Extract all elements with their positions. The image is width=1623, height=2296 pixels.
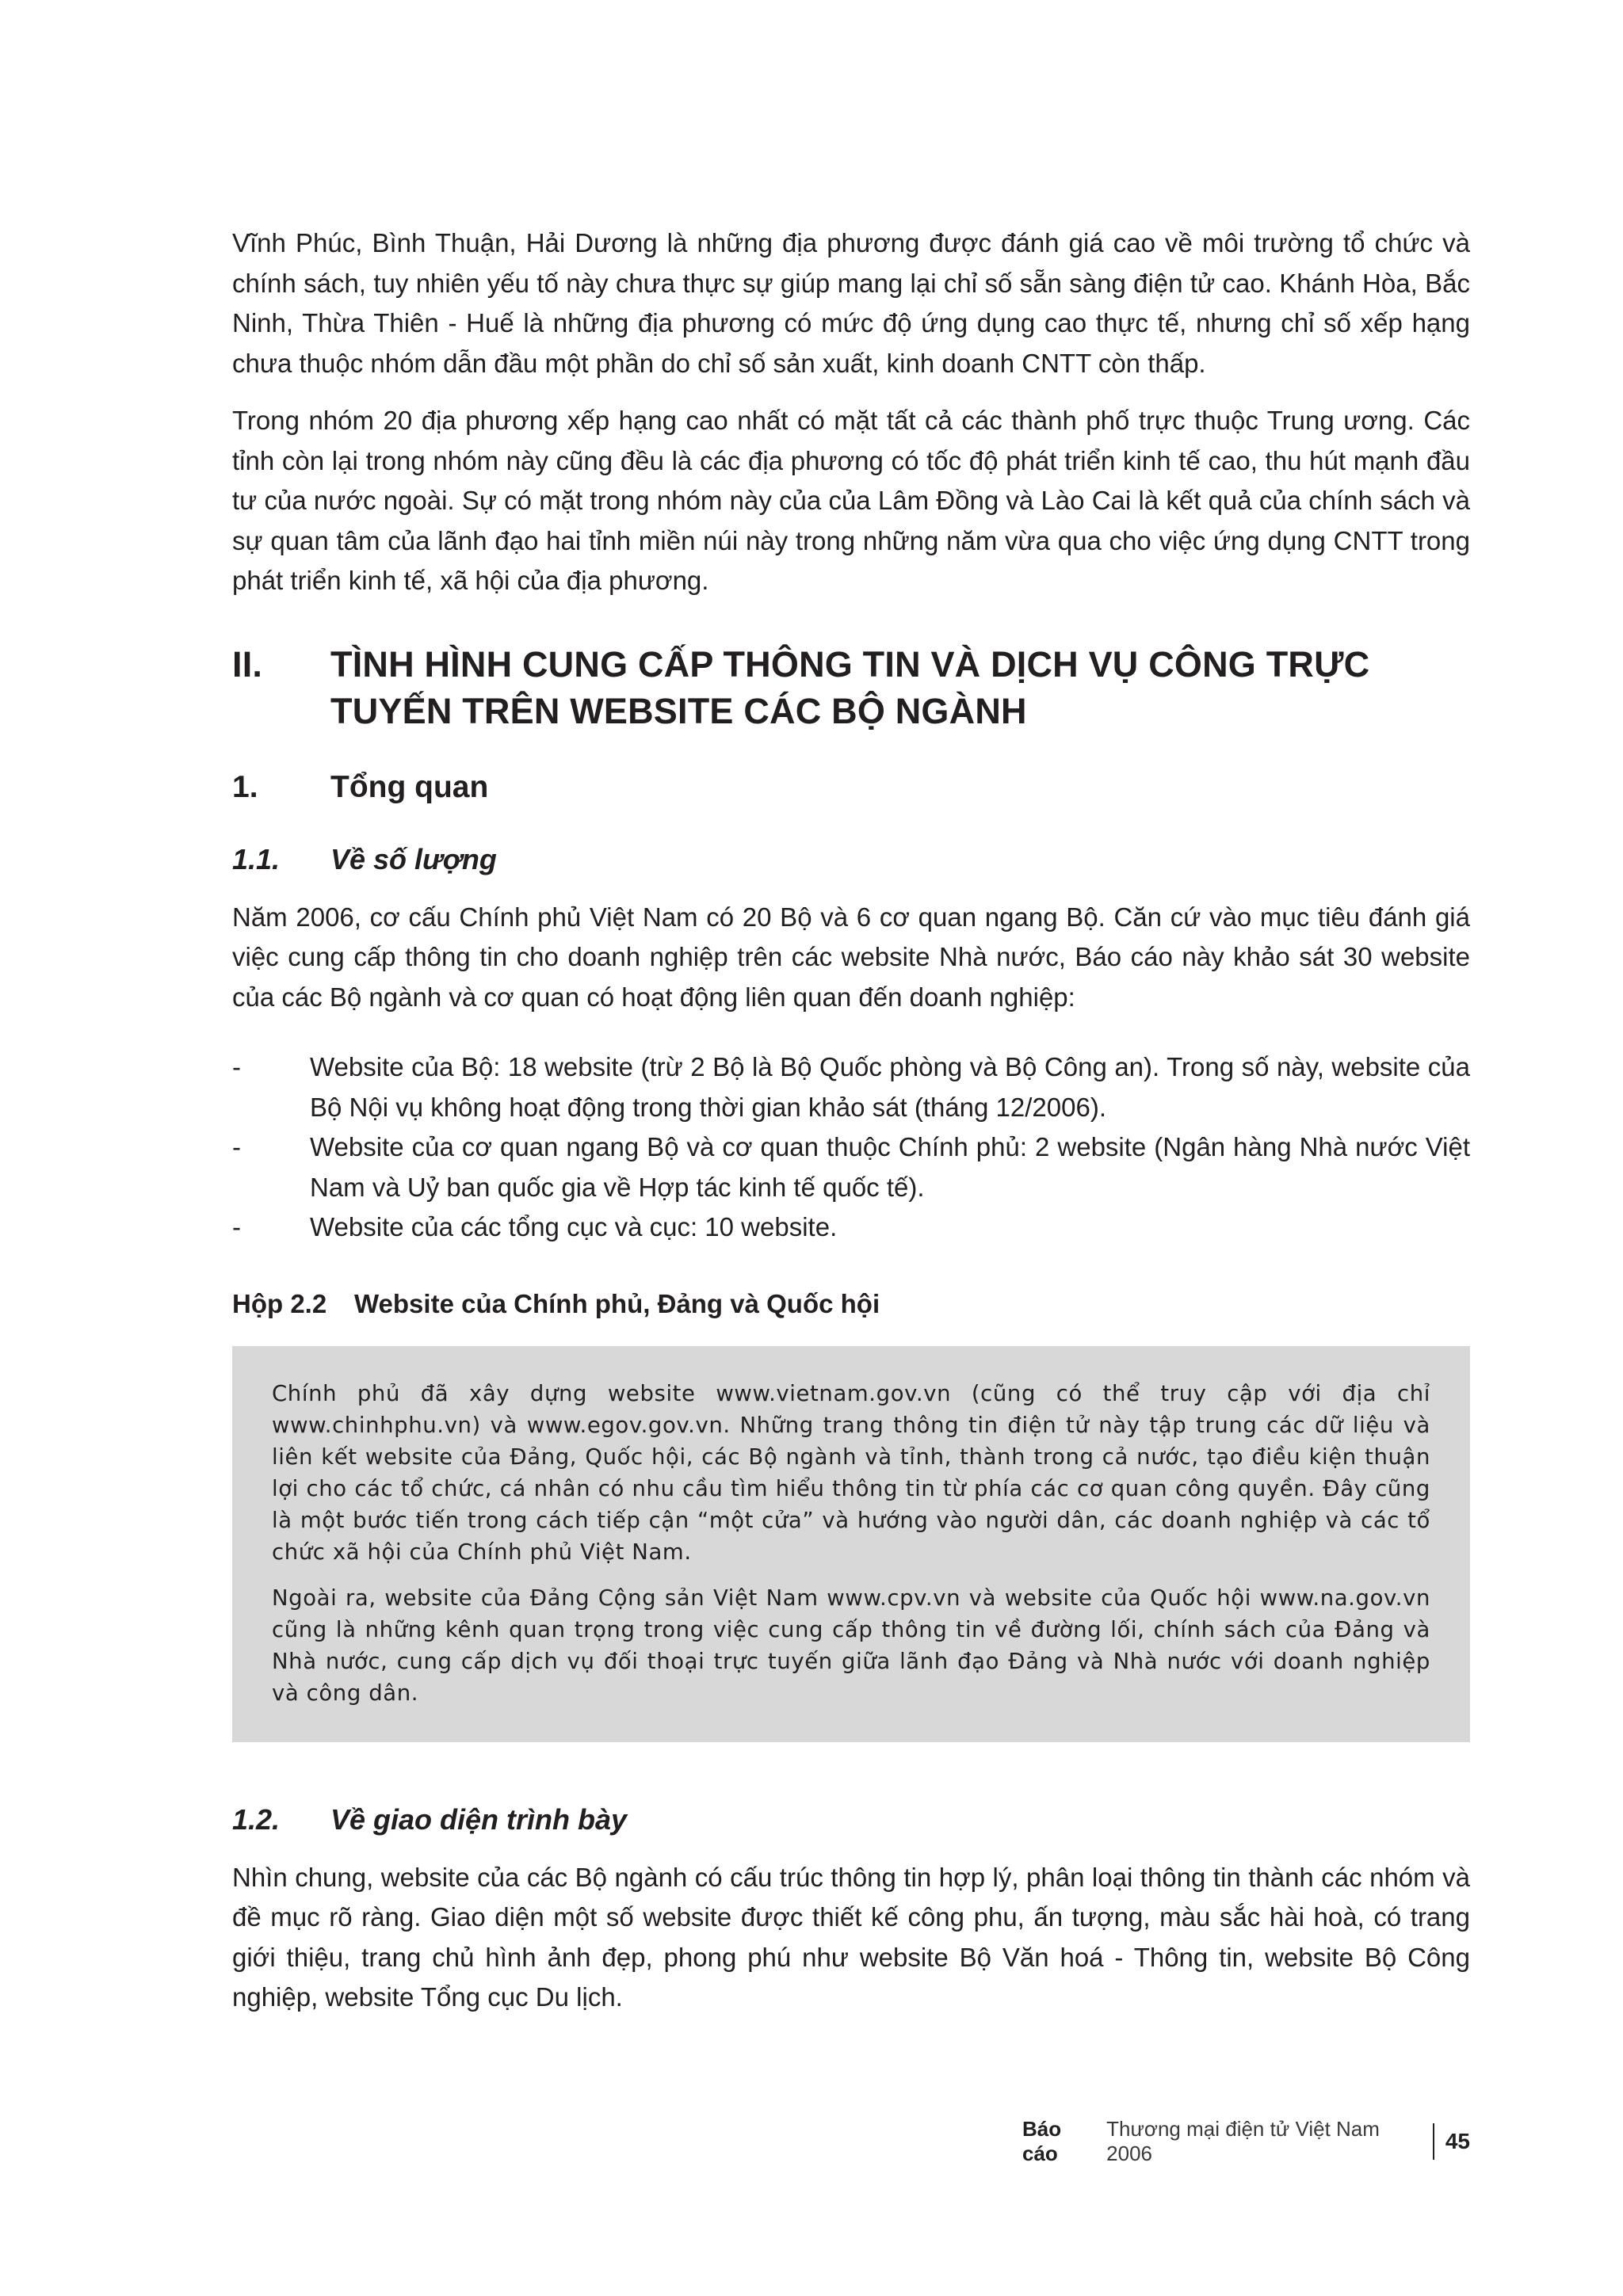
box-label: Hộp 2.2 xyxy=(232,1288,327,1318)
box-paragraph: Chính phủ đã xây dựng website www.vietnam.gov.vn (cũng có thể truy cập với địa chỉ www.chinhphu.vn) và www.egov.gov.vn. Những trang thông tin điện tử này tập trung các dữ liệu và liên kết website của Đảng, Quốc hội, các Bộ ngành và tỉnh, thành trong cả nước, tạo điều kiện thuận lợi cho các tổ chức, cá nhân có nhu cầu tìm hiểu thông tin từ phía các cơ quan công quyền. Đây cũng là một bước tiến trong cách tiếp cận “một cửa” và hướng vào người dân, các doanh nghiệp và các tổ chức xã hội của Chính phủ Việt Nam. xyxy=(272,1380,1430,1565)
footer-report-title: Thương mại điện tử Việt Nam 2006 xyxy=(1106,2117,1380,2165)
box-paragraph: Ngoài ra, website của Đảng Cộng sản Việt Nam www.cpv.vn và website của Quốc hội www.na.gov.vn cũng là những kênh quan trọng trong việc cung cấp thông tin về đường lối, chính sách của Đảng và Nhà nước, cung cấp dịch vụ đối thoại trực tuyến giữa lãnh đạo Đảng và Nhà nước với doanh nghiệp và công dân. xyxy=(272,1585,1430,1706)
subsubsection-heading-1-2 xyxy=(232,1801,1470,1839)
section-number: II. xyxy=(232,643,263,685)
subsubsection-number: 1.1. xyxy=(232,842,281,875)
box-caption xyxy=(232,1286,1470,1322)
body-paragraph: Vĩnh Phúc, Bình Thuận, Hải Dương là những địa phương được đánh giá cao về môi trường tổ chức và chính sách, tuy nhiên yếu tố này chưa thực sự giúp mang lại chỉ số sẵn sàng điện tử cao. Khánh Hòa, Bắc Ninh, Thừa Thiên - Huế là những địa phương có mức độ ứng dụng cao thực tế, nhưng chỉ số xếp hạng chưa thuộc nhóm dẫn đầu một phần do chỉ số sản xuất, kinh doanh CNTT còn thấp. xyxy=(232,228,1470,378)
section-title: TÌNH HÌNH CUNG CẤP THÔNG TIN VÀ DỊCH VỤ CÔNG TRỰC TUYẾN TRÊN WEBSITE CÁC BỘ NGÀNH xyxy=(330,643,1370,731)
list-item xyxy=(232,1207,1470,1248)
subsubsection-title: Về giao diện trình bày xyxy=(330,1802,628,1836)
info-box xyxy=(232,1346,1470,1742)
dash-marker: - xyxy=(232,1212,241,1241)
footer-report-label: Báo cáo xyxy=(1022,2117,1062,2165)
footer-divider xyxy=(1433,2123,1434,2160)
subsection-number: 1. xyxy=(232,769,258,804)
subsection-heading xyxy=(232,768,1470,807)
dash-marker: - xyxy=(232,1052,241,1081)
dash-marker: - xyxy=(232,1132,241,1161)
page-content xyxy=(232,223,1470,2035)
list-item xyxy=(232,1127,1470,1207)
body-paragraph: Trong nhóm 20 địa phương xếp hạng cao nhất có mặt tất cả các thành phố trực thuộc Trung ương. Các tỉnh còn lại trong nhóm này cũng đều là các địa phương có tốc độ phát triển kinh tế cao, thu hút mạnh đầu tư của nước ngoài. Sự có mặt trong nhóm này của của Lâm Đồng và Lào Cai là kết quả của chính sách và sự quan tâm của lãnh đạo hai tỉnh miền núi này trong những năm vừa qua cho việc ứng dụng CNTT trong phát triển kinh tế, xã hội của địa phương. xyxy=(232,406,1470,595)
page-footer xyxy=(1022,2117,1470,2166)
section-heading xyxy=(232,641,1470,734)
list-item-text: Website của cơ quan ngang Bộ và cơ quan thuộc Chính phủ: 2 website (Ngân hàng Nhà nước Việt Nam và Uỷ ban quốc gia về Hợp tác kinh tế quốc tế). xyxy=(310,1132,1470,1202)
subsubsection-title: Về số lượng xyxy=(330,842,497,875)
body-paragraph: Năm 2006, cơ cấu Chính phủ Việt Nam có 20 Bộ và 6 cơ quan ngang Bộ. Căn cứ vào mục tiêu đánh giá việc cung cấp thông tin cho doanh nghiệp trên các website Nhà nước, Báo cáo này khảo sát 30 website của các Bộ ngành và cơ quan có hoạt động liên quan đến doanh nghiệp: xyxy=(232,902,1470,1012)
subsubsection-number: 1.2. xyxy=(232,1802,281,1836)
bullet-list xyxy=(232,1047,1470,1248)
list-item xyxy=(232,1047,1470,1127)
box-title: Website của Chính phủ, Đảng và Quốc hội xyxy=(354,1288,880,1318)
page-number: 45 xyxy=(1445,2129,1470,2153)
subsection-title: Tổng quan xyxy=(330,769,489,804)
subsubsection-heading-1-1 xyxy=(232,841,1470,879)
list-item-text: Website của các tổng cục và cục: 10 website. xyxy=(310,1212,838,1241)
list-item-text: Website của Bộ: 18 website (trừ 2 Bộ là Bộ Quốc phòng và Bộ Công an). Trong số này, website của Bộ Nội vụ không hoạt động trong thời gian khảo sát (tháng 12/2006). xyxy=(310,1052,1470,1122)
body-paragraph: Nhìn chung, website của các Bộ ngành có cấu trúc thông tin hợp lý, phân loại thông tin thành các nhóm và đề mục rõ ràng. Giao diện một số website được thiết kế công phu, ấn tượng, màu sắc hài hoà, có trang giới thiệu, trang chủ hình ảnh đẹp, phong phú như website Bộ Văn hoá - Thông tin, website Bộ Công nghiệp, website Tổng cục Du lịch. xyxy=(232,1862,1470,2012)
